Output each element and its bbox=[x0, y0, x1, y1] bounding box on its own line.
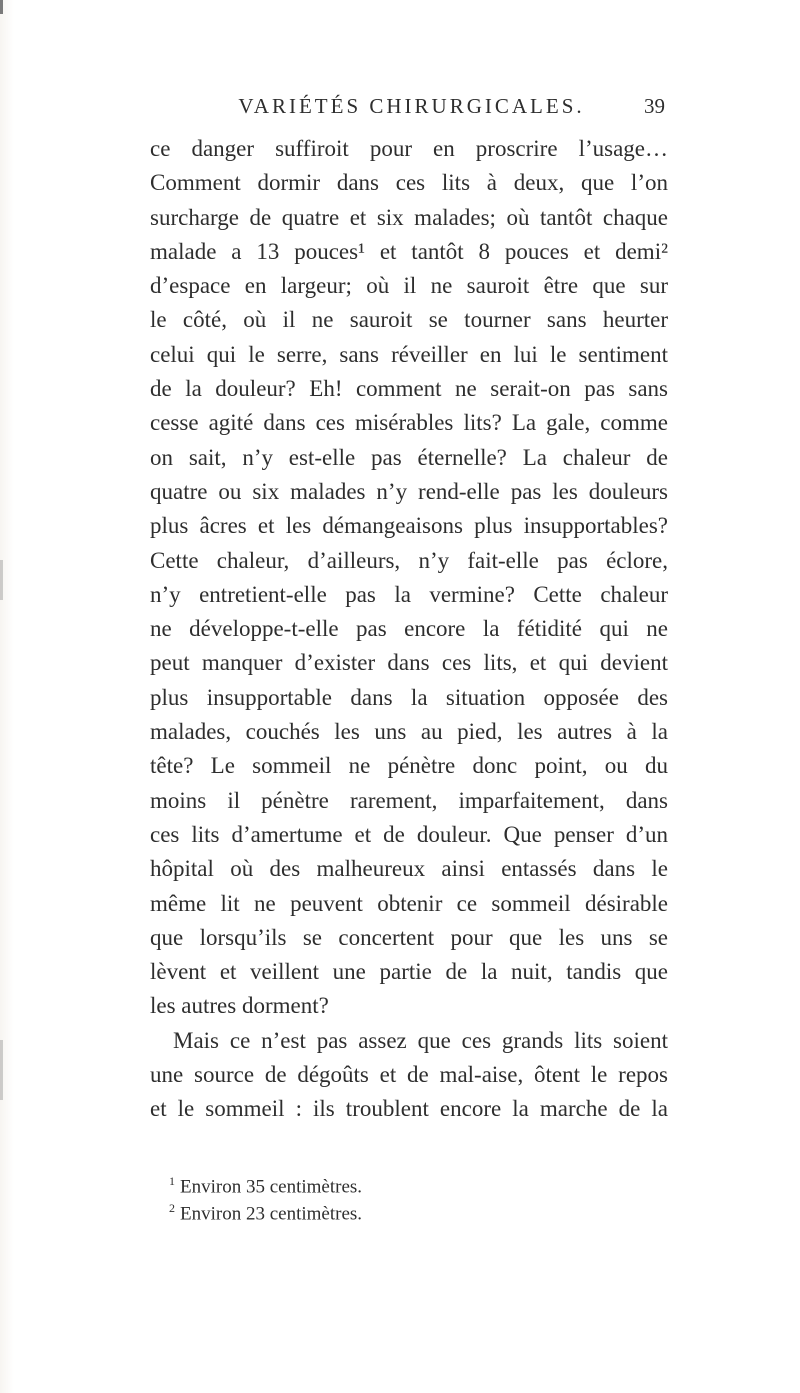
text-line: les autres dorment? bbox=[150, 993, 329, 1019]
text-line: n’y entretient-elle pas la vermine? Cette chaleur bbox=[150, 581, 668, 607]
text-line: même lit ne peuvent obtenir ce sommeil désirable bbox=[150, 890, 668, 916]
page-edge-mark bbox=[0, 0, 3, 14]
text-line: moins il pénètre rarement, imparfaitement, dans bbox=[150, 787, 668, 813]
text-line: cesse agité dans ces misérables lits? La gale, comme bbox=[150, 410, 668, 436]
text-line: lèvent et veillent une partie de la nuit, tandis que bbox=[150, 959, 668, 985]
text-line: malade a 13 pouces¹ et tantôt 8 pouces et demi² bbox=[150, 238, 668, 264]
text-line: ce danger suffiroit pour en proscrire l’usage… bbox=[150, 136, 668, 161]
text-line: surcharge de quatre et six malades; où tantôt chaque bbox=[150, 204, 668, 230]
body-text bbox=[150, 132, 668, 1127]
text-line: tête? Le sommeil ne pénètre donc point, ou du bbox=[150, 753, 668, 779]
text-line: Comment dormir dans ces lits à deux, que l’on bbox=[150, 170, 668, 196]
text-line: une source de dégoûts et de mal-aise, ôtent le repos bbox=[150, 1062, 668, 1088]
text-line: on sait, n’y est-elle pas éternelle? La chaleur de bbox=[150, 444, 668, 470]
text-line: quatre ou six malades n’y rend-elle pas les douleurs bbox=[150, 478, 668, 504]
footnote-marker: 1 bbox=[169, 1174, 175, 1188]
text-line: et le sommeil : ils troublent encore la marche de la bbox=[150, 1096, 668, 1122]
footnote bbox=[169, 1195, 669, 1225]
text-line: malades, couchés les uns au pied, les autres à la bbox=[150, 719, 668, 745]
page-header bbox=[150, 86, 665, 126]
footnote bbox=[169, 1168, 669, 1198]
page-edge-mark bbox=[0, 1040, 3, 1100]
text-line: celui qui le serre, sans réveiller en lui le sentiment bbox=[150, 341, 668, 367]
footnote-marker: 2 bbox=[169, 1201, 175, 1215]
text-line: plus âcres et les démangeaisons plus insupportables? bbox=[150, 513, 668, 539]
text-line: d’espace en largeur; où il ne sauroit être que sur bbox=[150, 273, 668, 299]
footnote-text: Environ 23 centimètres. bbox=[180, 1203, 363, 1225]
footnotes bbox=[169, 1168, 669, 1225]
text-line: ces lits d’amertume et de douleur. Que penser d’un bbox=[150, 821, 668, 847]
text-line: Mais ce n’est pas assez que ces grands lits soient bbox=[173, 1027, 668, 1053]
text-line: hôpital où des malheureux ainsi entassés dans le bbox=[150, 856, 668, 882]
footnote-text: Environ 35 centimètres. bbox=[180, 1176, 363, 1198]
text-line: le côté, où il ne sauroit se tourner sans heurter bbox=[150, 307, 668, 333]
running-title: VARIÉTÉS CHIRURGICALES. bbox=[238, 94, 585, 118]
text-line: Cette chaleur, d’ailleurs, n’y fait-elle pas éclore, bbox=[150, 547, 668, 573]
text-line: ne développe-t-elle pas encore la fétidité qui ne bbox=[150, 616, 668, 642]
page-edge-mark bbox=[0, 560, 3, 600]
text-line: peut manquer d’exister dans ces lits, et qui devient bbox=[150, 650, 668, 676]
text-line: que lorsqu’ils se concertent pour que les uns se bbox=[150, 924, 668, 950]
text-line: plus insupportable dans la situation opposée des bbox=[150, 684, 668, 710]
page-number: 39 bbox=[644, 94, 665, 118]
text-line: de la douleur? Eh! comment ne serait-on pas sans bbox=[150, 376, 668, 402]
